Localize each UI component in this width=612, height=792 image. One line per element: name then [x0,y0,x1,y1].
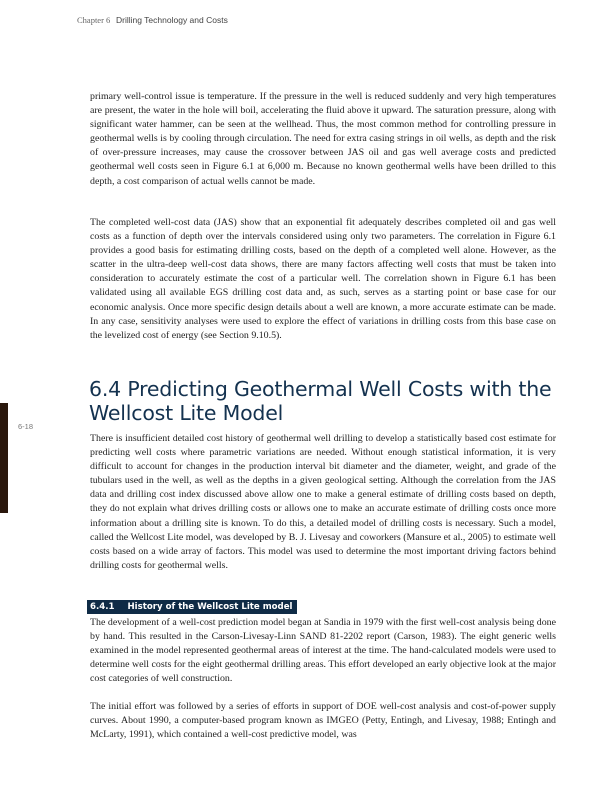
subsection-number: 6.4.1 [90,602,115,612]
chapter-margin-bar [0,403,8,513]
running-header [77,15,228,26]
paragraph-insufficient-history: There is insufficient detailed cost history of geothermal well drilling to develop a statistically based cost estimate for predicting well costs where parametric variations are needed. Without enough statistical information, it is very difficult to account for changes in the production interval bit diameter and the diameter, weight, and grade of the tubulars used in the well, as well as the depths in a given geological setting. Although the correlation from the JAS data and drilling cost index discussed above allow one to make a general estimate of drilling costs based on depth, they do not explain what drives drilling costs or allows one to make an accurate estimate of drilling costs once more information about a drilling site is known. To do this, a detailed model of drilling costs is necessary. Such a model, called the Wellcost Lite model, was developed by B. J. Livesay and coworkers (Mansure et al., 2005) to estimate well costs based on a wide array of factors. This model was used to determine the most important driving factors behind drilling costs for geothermal wells. [90,433,556,571]
paragraph-jas-correlation: The completed well-cost data (JAS) show that an exponential fit adequately describes completed oil and gas well costs as a function of depth over the intervals considered using only two parameters. The correlation in Figure 6.1 provides a good basis for estimating drilling costs, based on the depth of a completed well alone. However, as the scatter in the ultra-deep well-cost data shows, there are many factors affecting well costs that must be taken into consideration to accurately estimate the cost of a particular well. The correlation shown in Figure 6.1 has been validated using all available EGS drilling cost data and, as such, serves as a starting point or base case for our economic analysis. Once more specific design details about a well are known, a more accurate estimate can be made. In any case, sensitivity analyses were used to explore the effect of variations in drilling costs from this base case on the levelized cost of energy (see Section 9.10.5). [90,217,556,341]
subsection-heading-banner [87,600,297,614]
paragraph-initial-effort: The initial effort was followed by a series of efforts in support of DOE well-cost analysis and cost-of-power supply curves. About 1990, a computer-based program known as IMGEO (Petty, Entingh, and Livesay, 1988; Entingh and McLarty, 1991), which contained a well-cost predictive model, was [90,701,556,741]
section-heading: 6.4 Predicting Geothermal Well Costs with the Wellcost Lite Model [89,377,552,425]
paragraph-well-control: primary well-control issue is temperature. If the pressure in the well is reduced suddenly and very high temperatures are present, the water in the hole will boil, accelerating the fluid above it upward. The saturation pressure, along with significant water hammer, can be seen at the wellhead. Thus, the most common method for controlling pressure in geothermal wells is by cooling through circulation. The need for extra casing strings in oil wells, as depth and the risk of over-pressure increases, may cause the crossover between JAS oil and gas well average costs and predicted geothermal well costs seen in Figure 6.1 at 6,000 m. Because no known geothermal wells have been drilled to this depth, a cost comparison of actual wells cannot be made. [90,91,556,187]
chapter-label: Chapter 6 [77,15,111,25]
page-number: 6-18 [18,422,34,431]
chapter-title: Drilling Technology and Costs [116,15,228,25]
subsection-title: History of the Wellcost Lite model [127,602,293,612]
paragraph-development-history: The development of a well-cost prediction model began at Sandia in 1979 with the first well-cost analysis being done by hand. This resulted in the Carson-Livesay-Linn SAND 81-2202 report (Carson, 1983). The eight generic wells examined in the model represented geothermal areas of interest at the time. The hand-calculated models were used to determine well costs for the eight geothermal drilling areas. This effort developed an early objective look at the major cost categories of well construction. [90,617,556,685]
